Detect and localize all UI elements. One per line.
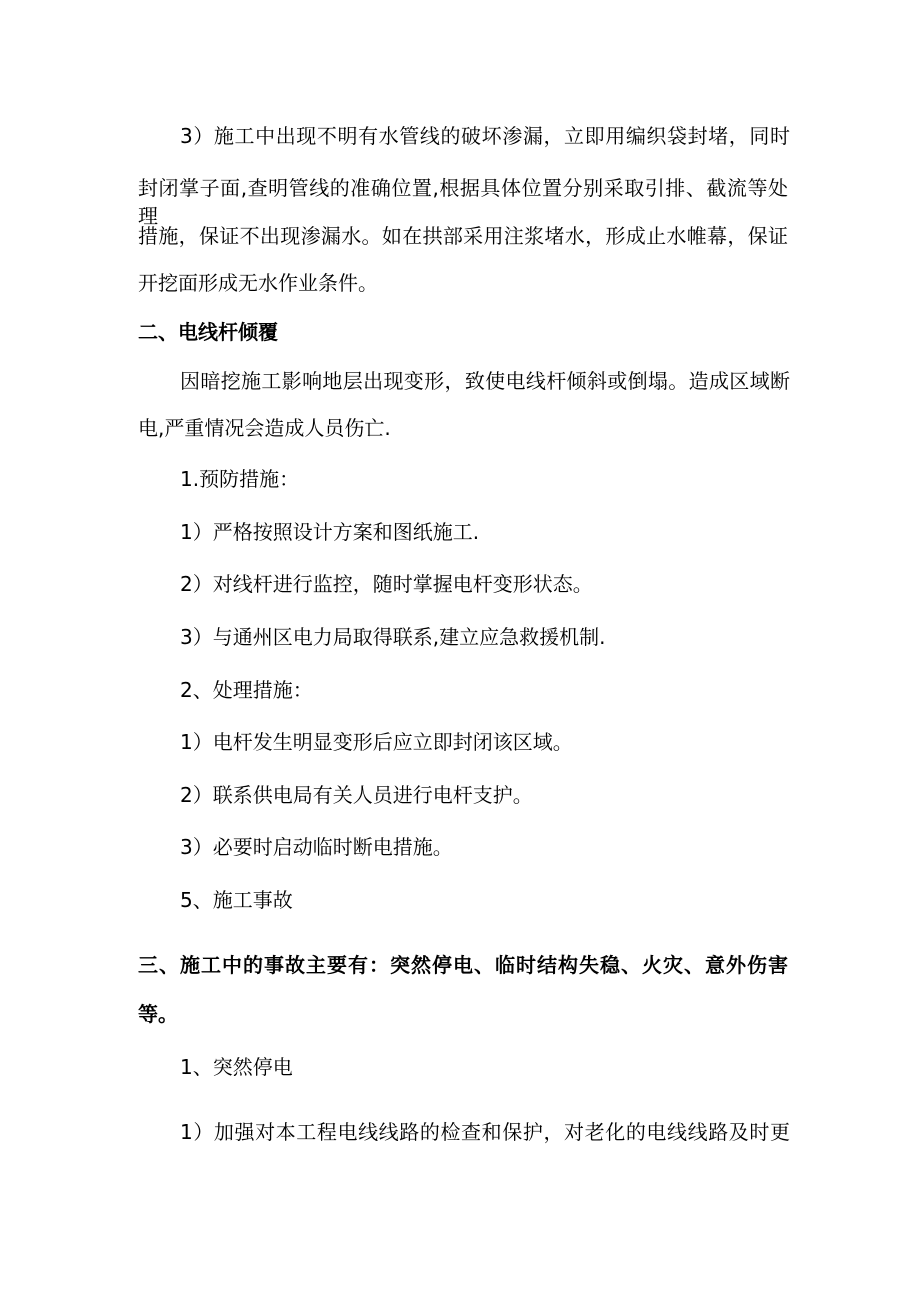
- section-heading: 二、电线杆倾覆: [138, 320, 278, 344]
- list-item: 5、施工事故: [180, 888, 293, 912]
- section-heading: 等。: [138, 1002, 178, 1026]
- list-item: 3）必要时启动临时断电措施。: [180, 835, 453, 859]
- list-item: 1）加强对本工程电线线路的检查和保护，对老化的电线线路及时更: [180, 1120, 790, 1144]
- list-item: 1）电杆发生明显变形后应立即封闭该区域。: [180, 730, 573, 754]
- paragraph-line: 3）施工中出现不明有水管线的破坏渗漏，立即用编织袋封堵，同时: [180, 124, 790, 148]
- list-item: 2）对线杆进行监控，随时掌握电杆变形状态。: [180, 572, 593, 596]
- section-heading: 三、施工中的事故主要有：突然停电、临时结构失稳、火灾、意外伤害: [138, 953, 788, 977]
- paragraph-line: 开挖面形成无水作业条件。: [138, 271, 378, 295]
- paragraph-line: 电,严重情况会造成人员伤亡.: [138, 416, 391, 440]
- subheading: 1.预防措施：: [180, 467, 300, 491]
- list-item: 3）与通州区电力局取得联系,建立应急救援机制.: [180, 625, 606, 649]
- paragraph-line: 封闭掌子面,查明管线的准确位置,根据具体位置分别采取引排、截流等处理: [138, 176, 788, 228]
- paragraph-line: 措施，保证不出现渗漏水。如在拱部采用注浆堵水，形成止水帷幕，保证: [138, 224, 788, 248]
- list-item: 2）联系供电局有关人员进行电杆支护。: [180, 783, 533, 807]
- list-item: 1）严格按照设计方案和图纸施工.: [180, 520, 480, 544]
- subheading: 2、处理措施：: [180, 678, 313, 702]
- paragraph-line: 因暗挖施工影响地层出现变形，致使电线杆倾斜或倒塌。造成区域断: [180, 369, 790, 393]
- subheading: 1、突然停电: [180, 1055, 293, 1079]
